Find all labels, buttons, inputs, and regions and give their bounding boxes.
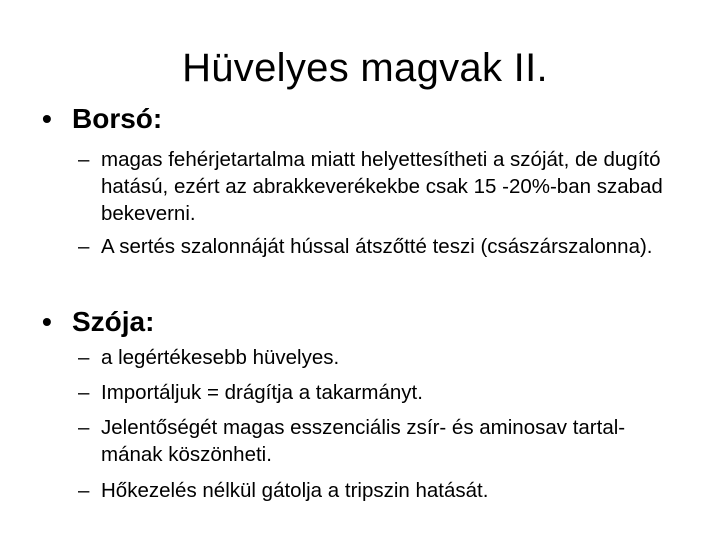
list-item: [78, 146, 678, 227]
list-item-text: Importáljuk = drágítja a takarmányt.: [101, 381, 423, 404]
bullet-borso: [42, 102, 162, 136]
section-heading: Szója:: [72, 306, 155, 337]
list-item-text: Hőkezelés nélkül gátolja a tripszin hatását.: [101, 479, 489, 502]
dash-glyph: –: [78, 148, 90, 171]
dash-glyph: –: [78, 235, 90, 258]
list-item: [78, 414, 678, 468]
dash-glyph: –: [78, 381, 90, 404]
list-item: [78, 233, 678, 260]
bullet-glyph: •: [42, 103, 52, 134]
dash-glyph: –: [78, 479, 90, 502]
section-heading: Borsó:: [72, 103, 163, 134]
slide-title: Hüvelyes magvak II.: [182, 46, 548, 90]
list-item-text: Jelentőségét magas esszenciális zsír- és aminosav tartal-mának köszönheti.: [101, 416, 626, 466]
dash-glyph: –: [78, 346, 90, 369]
list-item-text: a legértékesebb hüvelyes.: [101, 346, 340, 369]
list-item-text: magas fehérjetartalma miatt helyettesítheti a szóját, de dugító hatású, ezért az abrakkeverékekbe csak 15 -20%-ban szabad bekeverni.: [101, 148, 663, 225]
list-item-text: A sertés szalonnáját hússal átszőtté teszi (császárszalonna).: [101, 235, 653, 258]
list-item: [78, 477, 678, 504]
bullet-szoja: [42, 305, 154, 339]
dash-glyph: –: [78, 416, 90, 439]
list-item: [78, 344, 678, 371]
list-item: [78, 379, 678, 406]
bullet-glyph: •: [42, 306, 52, 337]
